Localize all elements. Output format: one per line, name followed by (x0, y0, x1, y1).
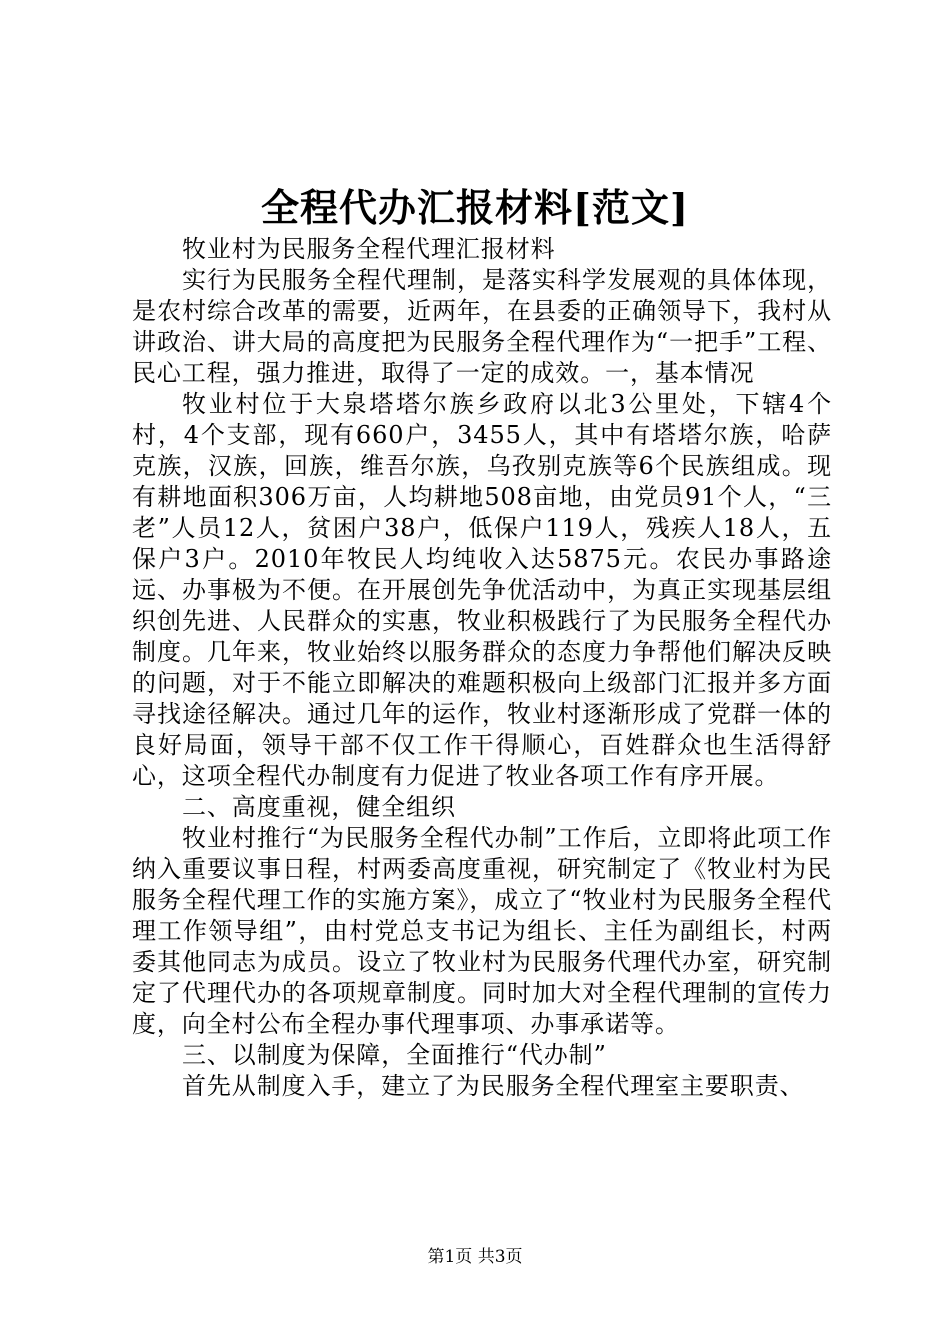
intro-paragraph: 实行为民服务全程代理制，是落实科学发展观的具体体现，是农村综合改革的需要，近两年，在县委的正确领导下，我村从讲政治、讲大局的高度把为民服务全程代理作为“一把手”工程、民心工程，强力推进，取得了一定的成效。一，基本情况 (132, 266, 832, 387)
system-paragraph: 首先从制度入手，建立了为民服务全程代理室主要职责、 (182, 1072, 805, 1100)
subtitle-paragraph: 牧业村为民服务全程代理汇报材料 (182, 235, 556, 263)
page-footer: 第1页 共3页 (427, 1247, 523, 1267)
basic-situation-paragraph: 牧业村位于大泉塔塔尔族乡政府以北3公里处，下辖4个村，4个支部，现有660户，3455人，其中有塔塔尔族，哈萨克族，汉族，回族，维吾尔族，乌孜别克族等6个民族组成。现有耕地面积306万亩，人均耕地508亩地，由党员91个人，“三老”人员12人，贫困户38户，低保户119人，残疾人18人，五保户3户。2010年牧民人均纯收入达5875元。农民办事路途远、办事极为不便。在开展创先争优活动中，为真正实现基层组织创先进、人民群众的实惠，牧业积极践行了为民服务全程代办制度。几年来，牧业始终以服务群众的态度力争帮他们解决反映的问题，对于不能立即解决的难题积极向上级部门汇报并多方面寻找途径解决。通过几年的运作，牧业村逐渐形成了党群一体的良好局面，领导干部不仅工作干得顺心，百姓群众也生活得舒心，这项全程代办制度有力促进了牧业各项工作有序开展。 (132, 390, 832, 790)
organization-paragraph: 牧业村推行“为民服务全程代办制”工作后，立即将此项工作纳入重要议事日程，村两委高度重视，研究制定了《牧业村为民服务全程代理工作的实施方案》，成立了“牧业村为民服务全程代理工作领导组”，由村党总支书记为组长、主任为副组长，村两委其他同志为成员。设立了牧业村为民服务代理代办室，研究制定了代理代办的各项规章制度。同时加大对全程代理制的宣传力度，向全村公布全程办事代理事项、办事承诺等。 (132, 824, 832, 1038)
section-heading-2: 二、高度重视，健全组织 (182, 793, 456, 821)
document-title: 全程代办汇报材料[范文] (261, 185, 689, 230)
section-heading-3: 三、以制度为保障，全面推行“代办制” (182, 1041, 607, 1069)
document-body (132, 234, 832, 1102)
